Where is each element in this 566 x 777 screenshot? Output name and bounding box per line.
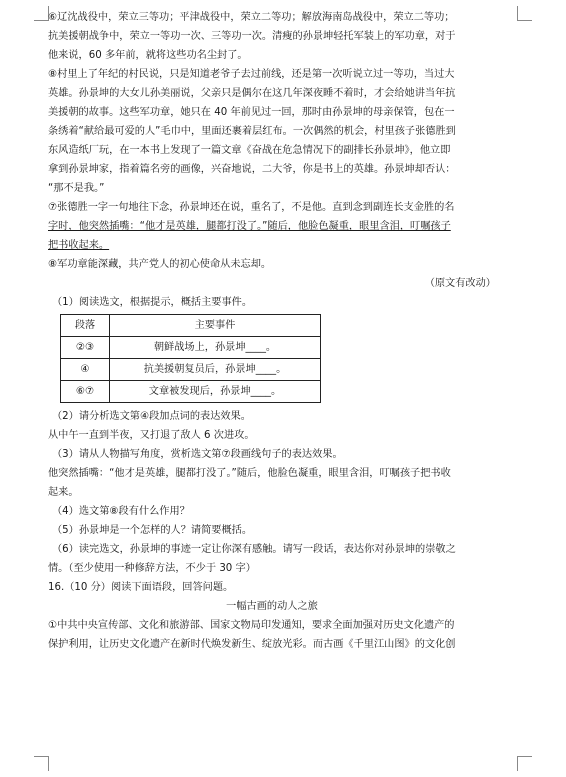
source-note: （原文有改动） (424, 278, 496, 289)
table-header-cell: 段落 (61, 315, 110, 337)
quoted-sentence: 从中午一直到半夜，又打退了敌人 6 次进攻。 (48, 430, 255, 441)
table-header-row (61, 315, 321, 337)
table-cell: 抗美援朝复员后，孙景坤____。 (110, 359, 321, 381)
question-4: （4）选文第⑧段有什么作用？ (52, 506, 190, 517)
table-cell: ⑥⑦ (61, 381, 110, 403)
table-cell: 朝鲜战场上，孙景坤____。 (110, 337, 321, 359)
text-line: “那不是我。” (48, 183, 105, 194)
table-row (61, 337, 321, 359)
text-line: 拿到孙景坤家，指着篇名旁的画像，兴奋地说，二大爷，你是书上的英雄。孙景坤却否认： (48, 164, 456, 175)
text-line: 抗美援朝战争中，荣立一等功一次、三等功一次。清瘦的孙景坤轻托军装上的军功章，对于 (48, 31, 456, 42)
crop-mark-top-right (517, 6, 532, 21)
text-line: 条绣着“献给最可爱的人”毛巾中，里面还裹着层红布。一次偶然的机会，村里孩子张德胜到 (48, 126, 456, 137)
question-5: （5）孙景坤是一个怎样的人？请简要概括。 (52, 525, 253, 536)
events-table (60, 314, 321, 403)
document-page (48, 8, 496, 654)
quoted-sentence: 起来。 (48, 487, 79, 498)
table-cell: ④ (61, 359, 110, 381)
underlined-text-line: 把书收起来。 (48, 240, 110, 251)
table-row (61, 381, 321, 403)
text-line: ⑦张德胜一字一句地往下念，孙景坤还在说，重名了，不是他。直到念到副连长支金胜的名 (48, 202, 455, 213)
question-6: （6）读完选文，孙景坤的事迹一定让你深有感触。请写一段话，表达你对孙景坤的崇敬之 (52, 544, 456, 555)
table-cell: ②③ (61, 337, 110, 359)
text-line: ⑧军功章能深藏，共产党人的初心使命从未忘却。 (48, 259, 272, 270)
passage-title: 一幅古画的动人之旅 (226, 601, 318, 612)
question-2: （2）请分析选文第④段加点词的表达效果。 (52, 411, 251, 422)
text-line: ⑥辽沈战役中，荣立三等功；平津战役中，荣立二等功；解放海南岛战役中，荣立二等功； (48, 12, 455, 23)
table-row (61, 359, 321, 381)
table-header-cell: 主要事件 (110, 315, 321, 337)
quoted-sentence: 他突然插嘴：“他才是英雄，腿都打没了。”随后，他脸色凝重，眼里含泪，叮嘱孩子把书收 (48, 468, 451, 479)
question-3: （3）请从人物描写角度，赏析选文第⑦段画线句子的表达效果。 (52, 449, 343, 460)
question-16-heading: 16.（10 分）阅读下面语段，回答问题。 (48, 582, 234, 593)
text-line: ①中共中央宣传部、文化和旅游部、国家文物局印发通知，要求全面加强对历史文化遗产的 (48, 620, 455, 631)
text-line: 东风造纸厂玩，在一本书上发现了一篇文章《奋战在危急情况下的副排长孙景坤》，他立即 (48, 145, 451, 156)
crop-mark-bottom-left (34, 756, 49, 771)
text-line: 他来说，60 多年前，就将这些功名尘封了。 (48, 50, 248, 61)
text-line: 保护利用，让历史文化遗产在新时代焕发新生、绽放光彩。而古画《千里江山图》的文化创 (48, 639, 456, 650)
text-line: 英雄。孙景坤的大女儿孙美丽说，父亲只是偶尔在这几年深夜睡不着时，才会给她讲当年抗 (48, 88, 456, 99)
underlined-text-line: 字时，他突然插嘴：“他才是英雄，腿都打没了。”随后，他脸色凝重，眼里含泪，叮嘱孩子 (48, 221, 451, 232)
text-line: 美援朝的故事。这些军功章，她只在 40 年前见过一回，那时由孙景坤的母亲保管，包在一 (48, 107, 455, 118)
crop-mark-bottom-right (517, 756, 532, 771)
question-1: （1）阅读选文，根据提示，概括主要事件。 (52, 297, 253, 308)
text-line: ⑧村里上了年纪的村民说，只是知道老爷子去过前线，还是第一次听说立过一等功，当过大 (48, 69, 455, 80)
table-cell: 文章被发现后，孙景坤____。 (110, 381, 321, 403)
question-6-continued: 情。（至少使用一种修辞方法，不少于 30 字） (48, 563, 256, 574)
crop-mark-top-left (34, 6, 49, 21)
